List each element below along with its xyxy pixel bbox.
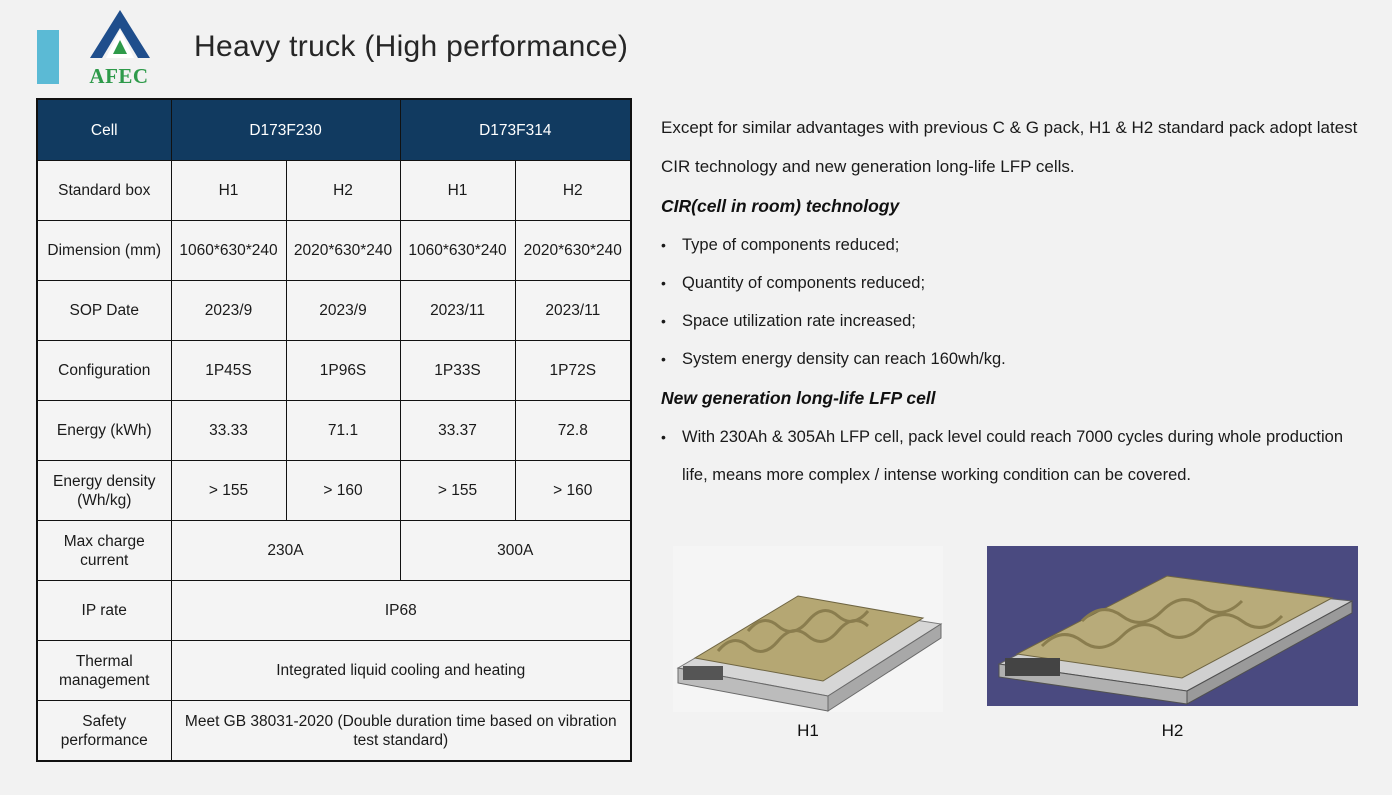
- h2-pack-image: [987, 546, 1358, 706]
- table-cell: 1P72S: [515, 341, 631, 401]
- bullet-text: Space utilization rate increased;: [682, 312, 916, 330]
- list-item: [661, 264, 1361, 302]
- table-cell: H1: [171, 161, 286, 221]
- table-cell: 2023/11: [400, 281, 515, 341]
- row-label: Dimension (mm): [37, 221, 171, 281]
- list-item: [661, 302, 1361, 340]
- table-cell: > 155: [400, 461, 515, 521]
- table-cell: > 155: [171, 461, 286, 521]
- table-cell: H2: [286, 161, 400, 221]
- spec-table: [36, 98, 632, 762]
- list-item: [661, 226, 1361, 264]
- table-cell: 2023/11: [515, 281, 631, 341]
- table-cell: Meet GB 38031-2020 (Double duration time based on vibration test standard): [171, 701, 631, 762]
- row-label: IP rate: [37, 581, 171, 641]
- table-cell: 1060*630*240: [400, 221, 515, 281]
- table-cell: 2023/9: [171, 281, 286, 341]
- table-cell: 300A: [400, 521, 631, 581]
- table-cell: IP68: [171, 581, 631, 641]
- logo-text: AFEC: [89, 64, 149, 88]
- description-panel: [661, 108, 1361, 494]
- table-header-row: [37, 99, 631, 161]
- bullet-text: Quantity of components reduced;: [682, 274, 926, 292]
- bullet-icon: •: [661, 237, 666, 253]
- table-cell: 1P33S: [400, 341, 515, 401]
- header-cell-d173f230: D173F230: [171, 99, 400, 161]
- table-row: [37, 461, 631, 521]
- table-row: [37, 701, 631, 762]
- table-row: [37, 341, 631, 401]
- bullet-icon: •: [661, 275, 666, 291]
- table-cell: > 160: [515, 461, 631, 521]
- table-row: [37, 581, 631, 641]
- row-label: Thermal management: [37, 641, 171, 701]
- table-row: [37, 401, 631, 461]
- accent-bar: [37, 30, 59, 84]
- h1-caption: H1: [797, 721, 819, 740]
- table-row: [37, 161, 631, 221]
- row-label: Max charge current: [37, 521, 171, 581]
- intro-paragraph: Except for similar advantages with previous C & G pack, H1 & H2 standard pack adopt latest CIR technology and new generation long-life LFP cells.: [661, 118, 1358, 176]
- table-cell: 230A: [171, 521, 400, 581]
- cir-heading: CIR(cell in room) technology: [661, 196, 900, 216]
- table-cell: 2020*630*240: [286, 221, 400, 281]
- header-cell-d173f314: D173F314: [400, 99, 631, 161]
- row-label: SOP Date: [37, 281, 171, 341]
- table-cell: > 160: [286, 461, 400, 521]
- table-cell: 2023/9: [286, 281, 400, 341]
- table-cell: 1060*630*240: [171, 221, 286, 281]
- row-label: Configuration: [37, 341, 171, 401]
- table-cell: H1: [400, 161, 515, 221]
- table-cell: 72.8: [515, 401, 631, 461]
- bullet-icon: •: [661, 351, 666, 367]
- bullet-icon: •: [661, 429, 666, 445]
- row-label: Safety performance: [37, 701, 171, 762]
- lfp-bullet-list: [661, 418, 1361, 494]
- table-cell: 1P96S: [286, 341, 400, 401]
- list-item: [661, 418, 1361, 494]
- table-cell: 1P45S: [171, 341, 286, 401]
- table-row: [37, 521, 631, 581]
- page-title: Heavy truck (High performance): [194, 30, 629, 63]
- h2-caption: H2: [1161, 721, 1184, 740]
- cir-bullet-list: [661, 226, 1361, 378]
- table-row: [37, 281, 631, 341]
- table-row: [37, 641, 631, 701]
- table-cell: 33.37: [400, 401, 515, 461]
- list-item: [661, 340, 1361, 378]
- header-cell-label: Cell: [37, 99, 171, 161]
- table-row: [37, 221, 631, 281]
- h1-pack-image: [673, 546, 943, 712]
- table-cell: H2: [515, 161, 631, 221]
- table-cell: 2020*630*240: [515, 221, 631, 281]
- table-cell: Integrated liquid cooling and heating: [171, 641, 631, 701]
- table-cell: 33.33: [171, 401, 286, 461]
- bullet-text: Type of components reduced;: [682, 236, 900, 254]
- table-cell: 71.1: [286, 401, 400, 461]
- lfp-heading: New generation long-life LFP cell: [661, 388, 936, 408]
- bullet-text: With 230Ah & 305Ah LFP cell, pack level could reach 7000 cycles during whole production life, means more complex / intense working condition can be covered.: [682, 428, 1343, 484]
- bullet-text: System energy density can reach 160wh/kg.: [682, 350, 1006, 368]
- bullet-icon: •: [661, 313, 666, 329]
- row-label: Standard box: [37, 161, 171, 221]
- row-label: Energy (kWh): [37, 401, 171, 461]
- row-label: Energy density (Wh/kg): [37, 461, 171, 521]
